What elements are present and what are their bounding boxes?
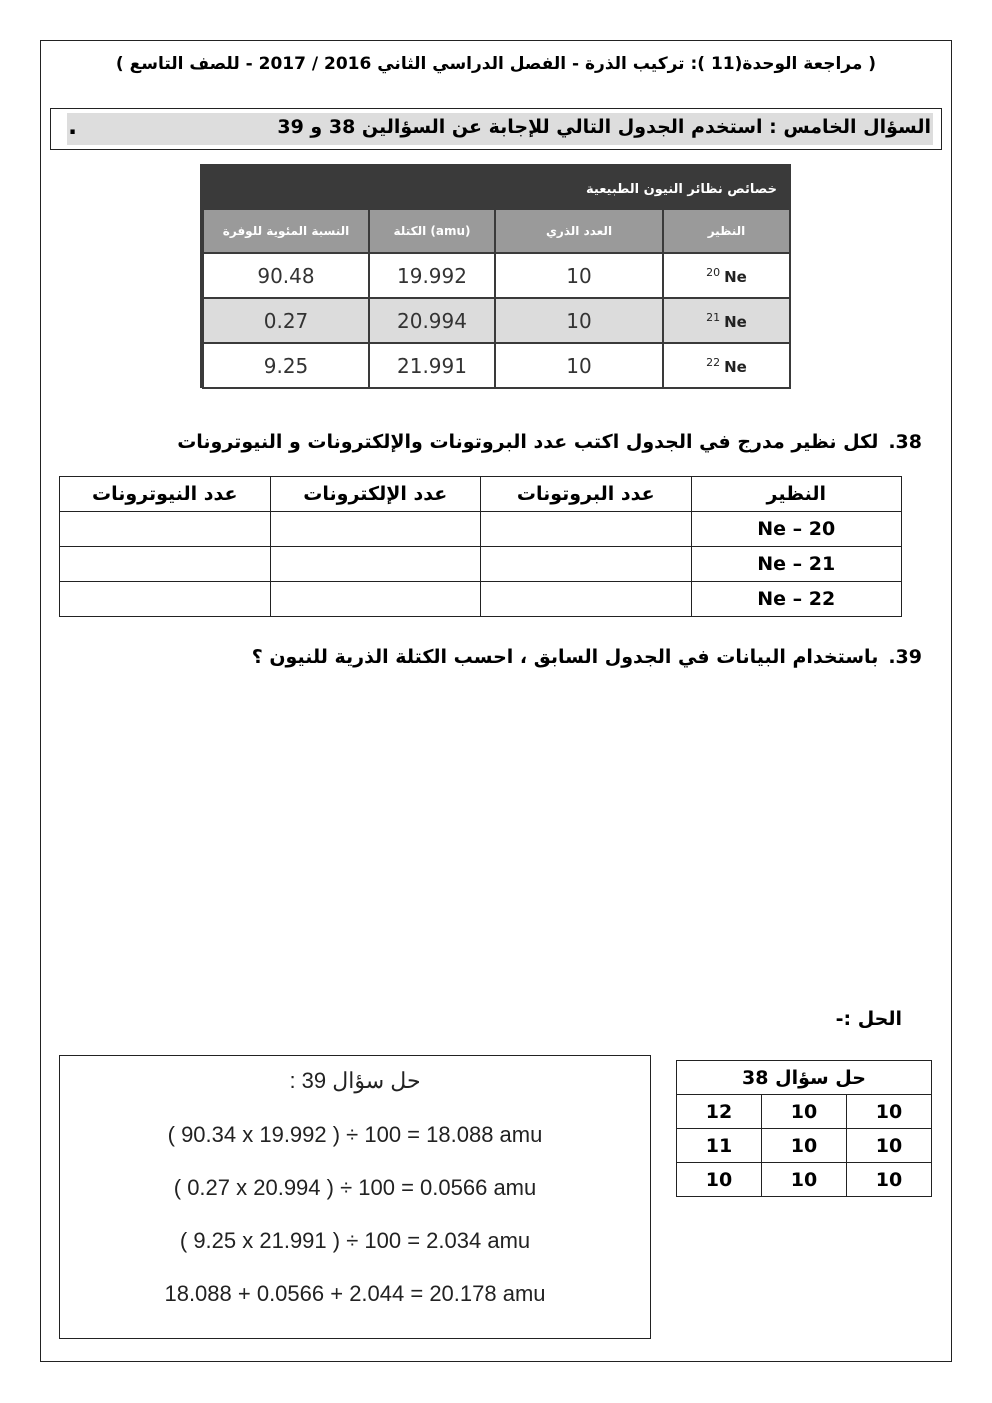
neutrons-answer-cell[interactable] <box>60 547 271 582</box>
table-row <box>60 512 902 547</box>
mass-number: 21 <box>706 310 721 324</box>
solution-39-box <box>59 1055 651 1339</box>
question-38-text: لكل نظير مدرج في الجدول اكتب عدد البروتونات والإلكترونات و النيوترونات <box>177 431 879 453</box>
solution-38-cell: 12 <box>677 1095 762 1129</box>
header-isotope: النظير <box>663 209 790 253</box>
solution-38-cell: 10 <box>677 1163 762 1197</box>
question5-box <box>50 108 942 150</box>
question-38 <box>177 431 922 453</box>
neutrons-answer-cell[interactable] <box>60 512 271 547</box>
protons-answer-cell[interactable] <box>481 582 692 617</box>
table-row <box>60 547 902 582</box>
atomic-number-value: 10 <box>495 343 663 388</box>
table-row <box>203 298 790 343</box>
protons-answer-cell[interactable] <box>481 512 692 547</box>
question-39 <box>252 646 922 668</box>
solution-38-cell: 10 <box>847 1129 932 1163</box>
solution-38-title: حل سؤال 38 <box>677 1061 932 1095</box>
table-row <box>203 343 790 388</box>
page-header: ( مراجعة الوحدة(11 ): تركيب الذرة - الفصل الدراسي الثاني 2016 / 2017 - للصف التاسع ) <box>115 54 877 74</box>
mass-number: 22 <box>706 355 721 369</box>
electrons-answer-cell[interactable] <box>270 547 481 582</box>
header-mass: الكتلة (amu) <box>369 209 495 253</box>
header-protons: عدد البروتونات <box>481 477 692 512</box>
isotope-cell <box>663 253 790 298</box>
isotope-cell <box>663 343 790 388</box>
solution-38-cell: 10 <box>762 1095 847 1129</box>
header-isotope: النظير <box>691 477 902 512</box>
solution-39-line: 18.088 + 0.0566 + 2.044 = 20.178 amu <box>164 1281 546 1306</box>
mass-number: 20 <box>706 265 721 279</box>
header-abundance: النسبة المئوية للوفرة <box>203 209 369 253</box>
answer-table <box>59 476 902 617</box>
mass-value: 19.992 <box>369 253 495 298</box>
electrons-answer-cell[interactable] <box>270 512 481 547</box>
solution-39-line: ( 90.34 x 19.992 ) ÷ 100 = 18.088 amu <box>167 1122 543 1147</box>
header-neutrons: عدد النيوترونات <box>60 477 271 512</box>
mass-value: 20.994 <box>369 298 495 343</box>
solution-39-line: ( 9.25 x 21.991 ) ÷ 100 = 2.034 amu <box>179 1228 531 1253</box>
table-row <box>677 1129 932 1163</box>
neutrons-answer-cell[interactable] <box>60 582 271 617</box>
neon-properties-table <box>200 164 791 388</box>
solution-38-cell: 10 <box>762 1129 847 1163</box>
isotope-label: 20 – Ne <box>691 512 902 547</box>
electrons-answer-cell[interactable] <box>270 582 481 617</box>
solution-label: الحل :- <box>835 1008 902 1030</box>
properties-table-title: خصائص نظائر النيون الطبيعية <box>586 182 777 197</box>
table-row <box>677 1163 932 1197</box>
solution-38-cell: 10 <box>762 1163 847 1197</box>
solution-39-line: ( 0.27 x 20.994 ) ÷ 100 = 0.0566 amu <box>173 1175 537 1200</box>
question5-dot: . <box>68 112 78 140</box>
solution-39-title: حل سؤال 39 : <box>289 1068 421 1093</box>
table-row <box>677 1095 932 1129</box>
atomic-number-value: 10 <box>495 253 663 298</box>
element-symbol: Ne <box>724 357 747 376</box>
isotope-label: 21 – Ne <box>691 547 902 582</box>
solution-38-cell: 10 <box>847 1095 932 1129</box>
header-atomic-number: العدد الذري <box>495 209 663 253</box>
mass-value: 21.991 <box>369 343 495 388</box>
question-38-number: 38. <box>888 431 922 453</box>
abundance-value: 0.27 <box>203 298 369 343</box>
question-39-number: 39. <box>888 646 922 668</box>
atomic-number-value: 10 <box>495 298 663 343</box>
isotope-label: 22 – Ne <box>691 582 902 617</box>
header-electrons: عدد الإلكترونات <box>270 477 481 512</box>
solution-38-cell: 11 <box>677 1129 762 1163</box>
table-row <box>60 582 902 617</box>
protons-answer-cell[interactable] <box>481 547 692 582</box>
question5-title: السؤال الخامس : استخدم الجدول التالي للإجابة عن السؤالين 38 و 39 <box>277 116 931 138</box>
solution-38-table <box>676 1060 932 1197</box>
isotope-cell <box>663 298 790 343</box>
element-symbol: Ne <box>724 267 747 286</box>
abundance-value: 90.48 <box>203 253 369 298</box>
abundance-value: 9.25 <box>203 343 369 388</box>
table-row <box>203 253 790 298</box>
properties-grid <box>202 208 791 389</box>
element-symbol: Ne <box>724 312 747 331</box>
solution-38-cell: 10 <box>847 1163 932 1197</box>
question-39-text: باستخدام البيانات في الجدول السابق ، احسب الكتلة الذرية للنيون ؟ <box>251 646 879 668</box>
